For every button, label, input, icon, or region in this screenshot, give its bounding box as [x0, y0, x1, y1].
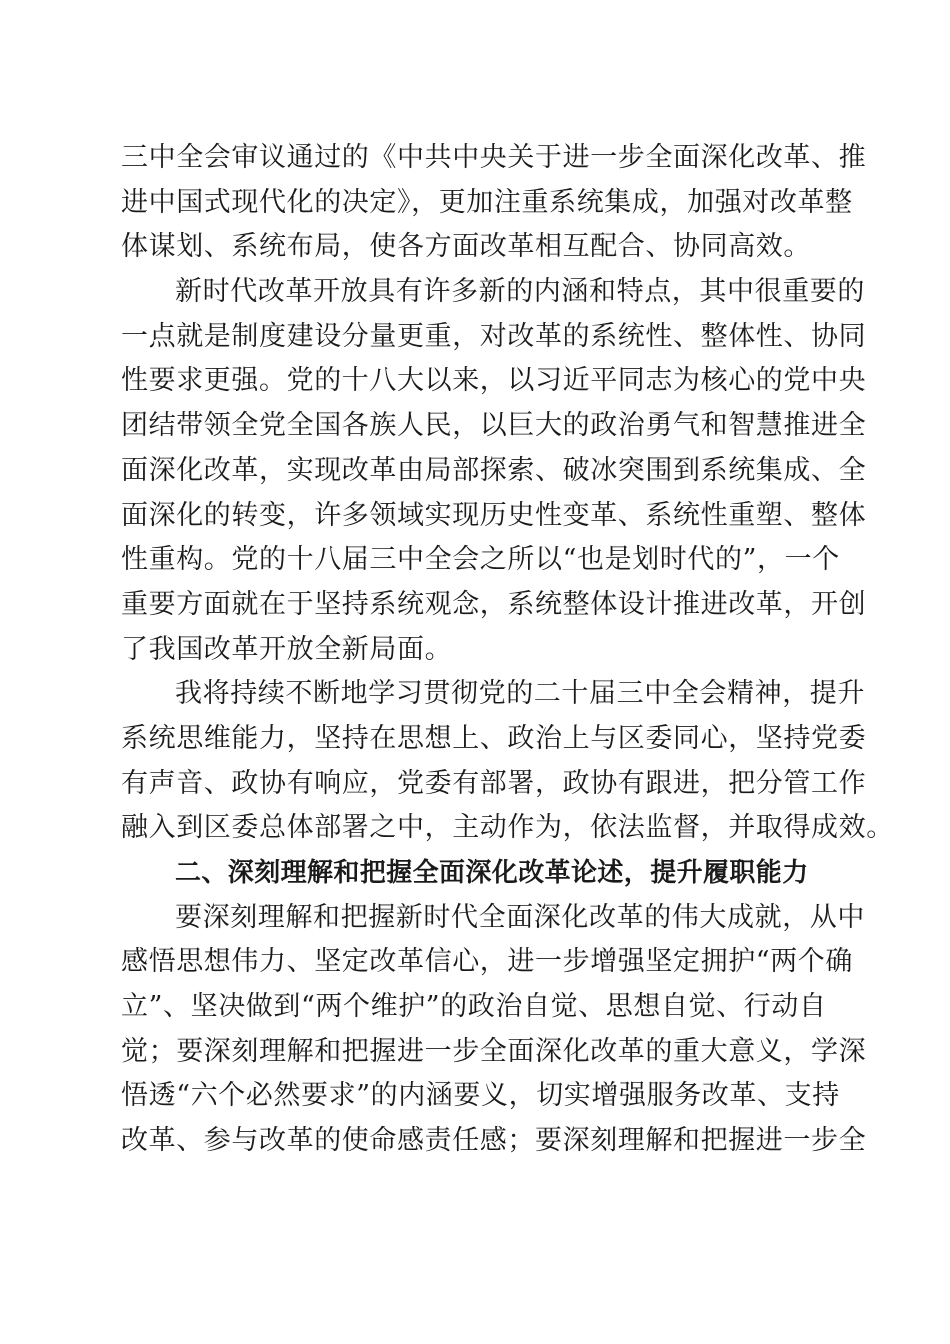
text-line: 性要求更强。党的十八大以来，以习近平同志为核心的党中央	[121, 365, 867, 397]
paragraph-start-line: 新时代改革开放具有许多新的内涵和特点，其中很重要的	[175, 276, 865, 308]
text-line: 系统思维能力，坚持在思想上、政治上与区委同心，坚持党委	[121, 722, 867, 754]
text-line: 体谋划、系统布局，使各方面改革相互配合、协同高效。	[121, 231, 811, 263]
text-line: 立”、坚决做到“两个维护”的政治自觉、思想自觉、行动自	[121, 991, 827, 1023]
document-body	[121, 136, 894, 1164]
text-line: 融入到区委总体部署之中，主动作为，依法监督，并取得成效。	[121, 812, 894, 844]
text-line: 团结带领全党全国各族人民，以巨大的政治勇气和智慧推进全	[121, 410, 867, 442]
text-line: 性重构。党的十八届三中全会之所以“也是划时代的”，一个	[121, 544, 840, 576]
text-line: 进中国式现代化的决定》，更加注重系统集成，加强对改革整	[121, 186, 853, 218]
text-line: 面深化改革，实现改革由局部探索、破冰突围到系统集成、全	[121, 454, 867, 486]
text-line: 一点就是制度建设分量更重，对改革的系统性、整体性、协同	[121, 320, 867, 352]
text-line: 三中全会审议通过的《中共中央关于进一步全面深化改革、推	[121, 142, 867, 173]
text-line: 面深化的转变，许多领域实现历史性变革、系统性重塑、整体	[121, 499, 867, 531]
text-line: 了我国改革开放全新局面。	[121, 633, 453, 665]
text-line: 重要方面就在于坚持系统观念，系统整体设计推进改革，开创	[121, 588, 867, 620]
text-line: 改革、参与改革的使命感责任感；要深刻理解和把握进一步全	[121, 1125, 867, 1157]
text-line: 有声音、政协有响应，党委有部署，政协有跟进，把分管工作	[121, 767, 867, 799]
paragraph-start-line: 我将持续不断地学习贯彻党的二十届三中全会精神，提升	[175, 678, 865, 710]
text-line: 感悟思想伟力、坚定改革信心，进一步增强坚定拥护“两个确	[121, 946, 854, 978]
text-line: 悟透“六个必然要求”的内涵要义，切实增强服务改革、支持	[121, 1080, 840, 1112]
text-line: 觉；要深刻理解和把握进一步全面深化改革的重大意义，学深	[121, 1035, 867, 1067]
paragraph-start-line: 要深刻理解和把握新时代全面深化改革的伟大成就，从中	[175, 901, 865, 933]
section-heading: 二、深刻理解和把握全面深化改革论述，提升履职能力	[175, 858, 809, 888]
